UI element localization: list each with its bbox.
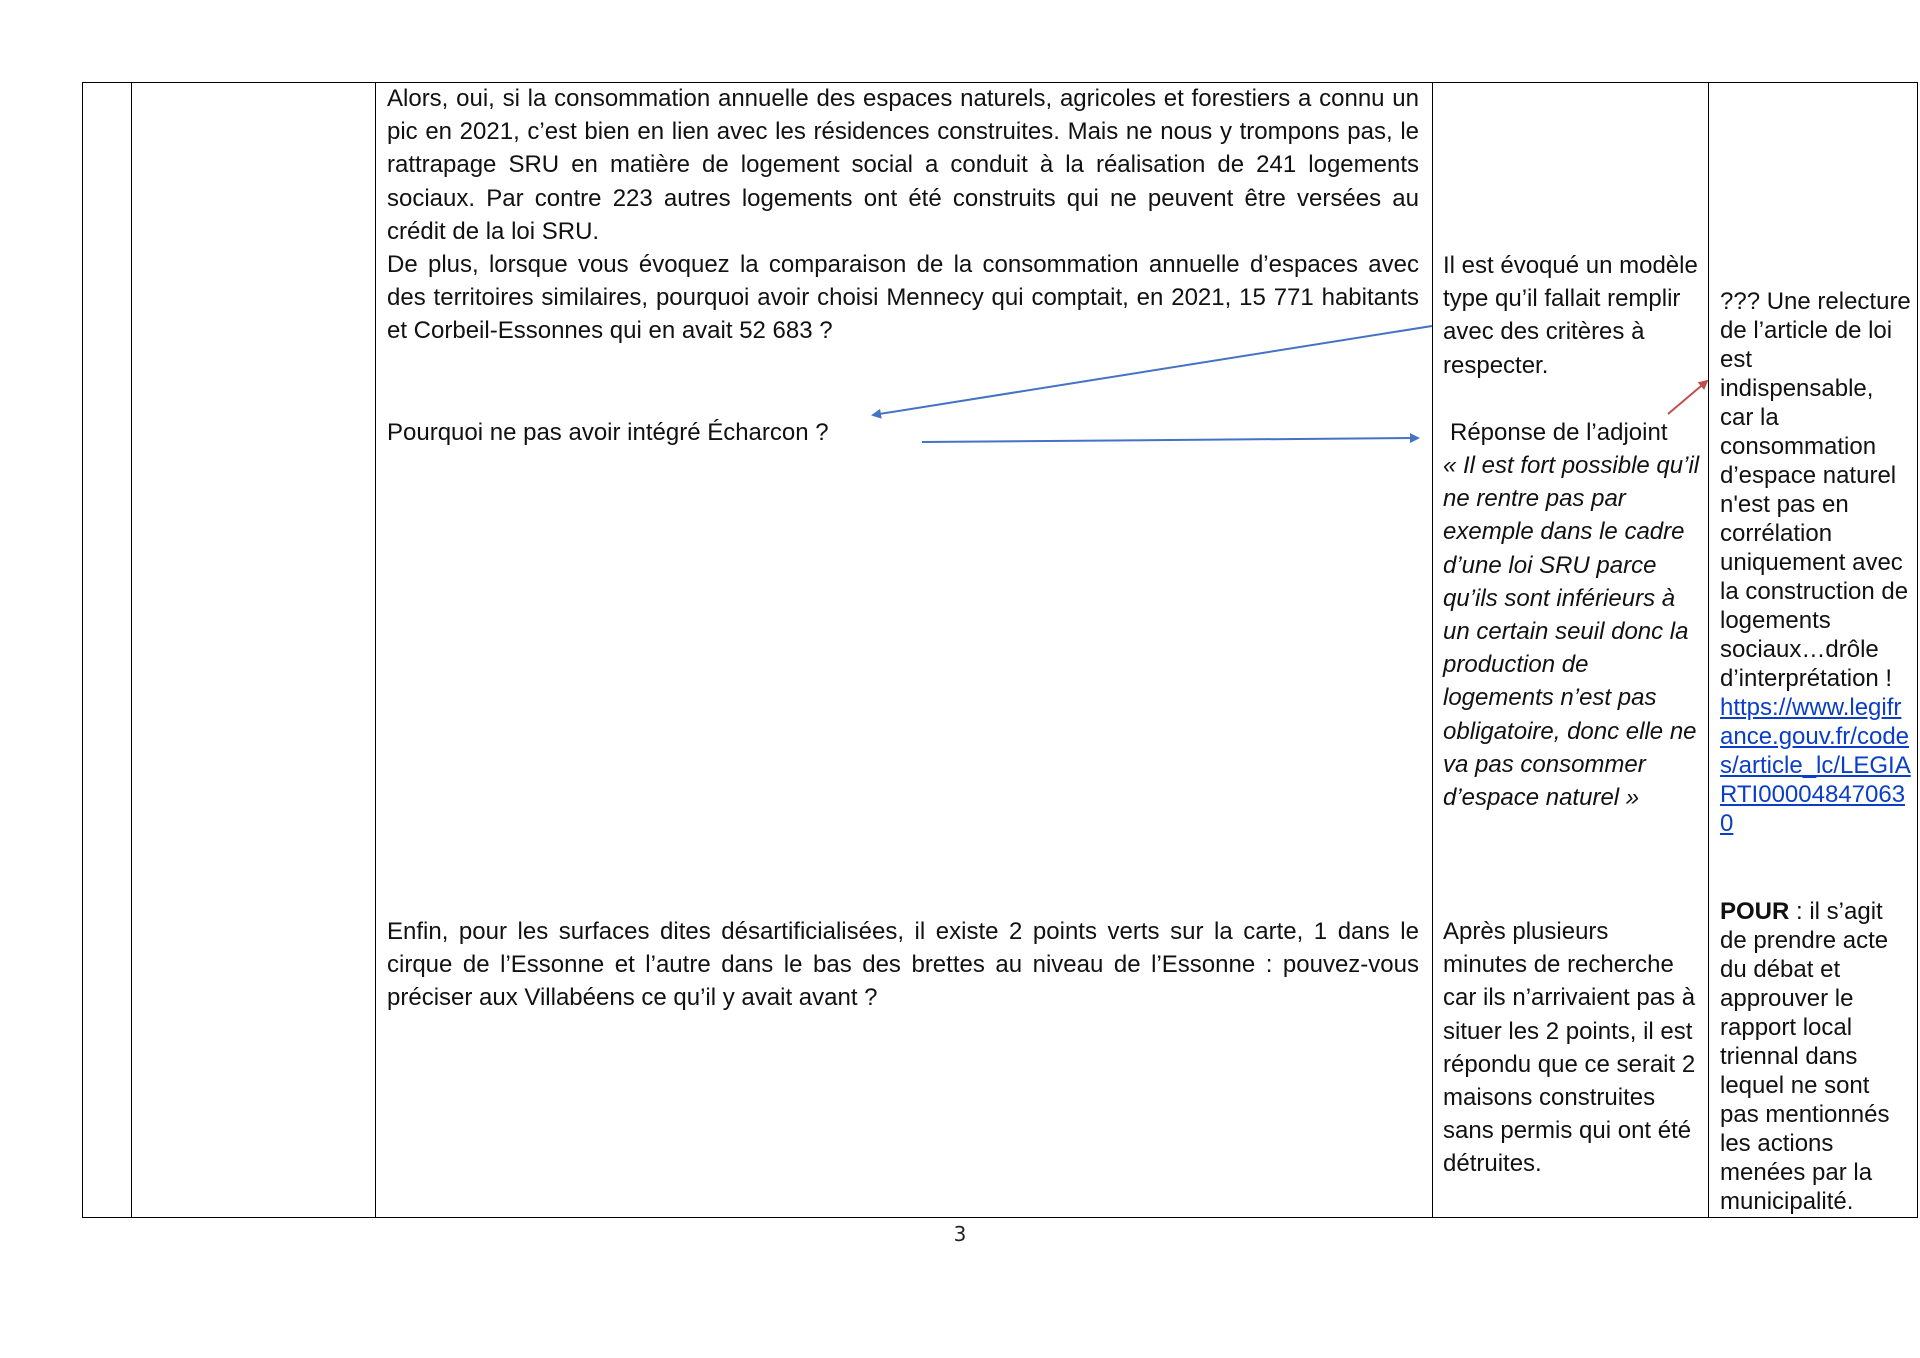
response-search-note: Après plusieurs minutes de recherche car ils n’arrivaient pas à situer les 2 points, il est répondu que ce serait 2 maisons construites sans permis qui ont été détruites. bbox=[1443, 918, 1696, 1178]
question-echarcon: Pourquoi ne pas avoir intégré Écharcon ? bbox=[387, 419, 829, 446]
response-adjoint-label: Réponse de l’adjoint bbox=[1450, 419, 1668, 446]
paragraph-desartificialisees: Enfin, pour les surfaces dites désartificialisées, il existe 2 points verts sur la carte, 1 dans le cirque de l’Essonne et l’autre dans le bas des brettes au niveau de l’Essonne : pouvez-vous préciser aux Villabéens ce qu’il y avait avant ? bbox=[387, 918, 1419, 1012]
paragraph-sru: Alors, oui, si la consommation annuelle des espaces naturels, agricoles et forestiers a connu un pic en 2021, c’est bien en lien avec les résidences construites. Mais ne nous y trompons pas, le rattrapage SRU en matière de logement social a conduit à la réalisation de 241 logements sociaux. Par contre 223 autres logements ont été construits qui ne peuvent être versées au crédit de la loi SRU. bbox=[387, 85, 1419, 245]
paragraph-comparison: De plus, lorsque vous évoquez la comparaison de la consommation annuelle d’espaces avec des territoires similaires, pourquoi avoir choisi Mennecy qui comptait, en 2021, 15 771 habitants et Corbeil-Essonnes qui en avait 52 683 ? bbox=[387, 251, 1419, 345]
comment-vote bbox=[1720, 897, 1912, 1216]
response-adjoint-quote: « Il est fort possible qu’il ne rentre pas par exemple dans le cadre d’une loi SRU parce qu’ils sont inférieurs à un certain seuil donc la production de logements n’est pas obligatoire, donc elle ne va pas consommer d’espace naturel » bbox=[1443, 452, 1700, 812]
column-divider-4 bbox=[1708, 83, 1709, 1217]
main-text-column bbox=[387, 82, 1419, 348]
legifrance-link[interactable]: https://www.legifrance.gouv.fr/codes/article_lc/LEGIARTI000048470630 bbox=[1720, 694, 1911, 837]
comment-relecture bbox=[1720, 287, 1912, 838]
vote-text: : il s’agit de prendre acte du débat et approuver le rapport local triennal dans lequel ne sont pas mentionnés les actions menées par la municipalité. bbox=[1720, 898, 1890, 1215]
column-divider-3 bbox=[1432, 83, 1433, 1217]
page-number: 3 bbox=[953, 1222, 967, 1246]
column-divider-2 bbox=[375, 83, 376, 1217]
column-divider-1 bbox=[131, 83, 132, 1217]
comment-relecture-text: ??? Une relecture de l’article de loi est indispensable, car la consommation d’espace naturel n'est pas en corrélation uniquement avec la construction de logements sociaux…drôle d’interprétation ! bbox=[1720, 288, 1911, 692]
vote-label: POUR bbox=[1720, 898, 1790, 925]
response-model-note: Il est évoqué un modèle type qu’il fallait remplir avec des critères à respecter. bbox=[1443, 252, 1698, 379]
